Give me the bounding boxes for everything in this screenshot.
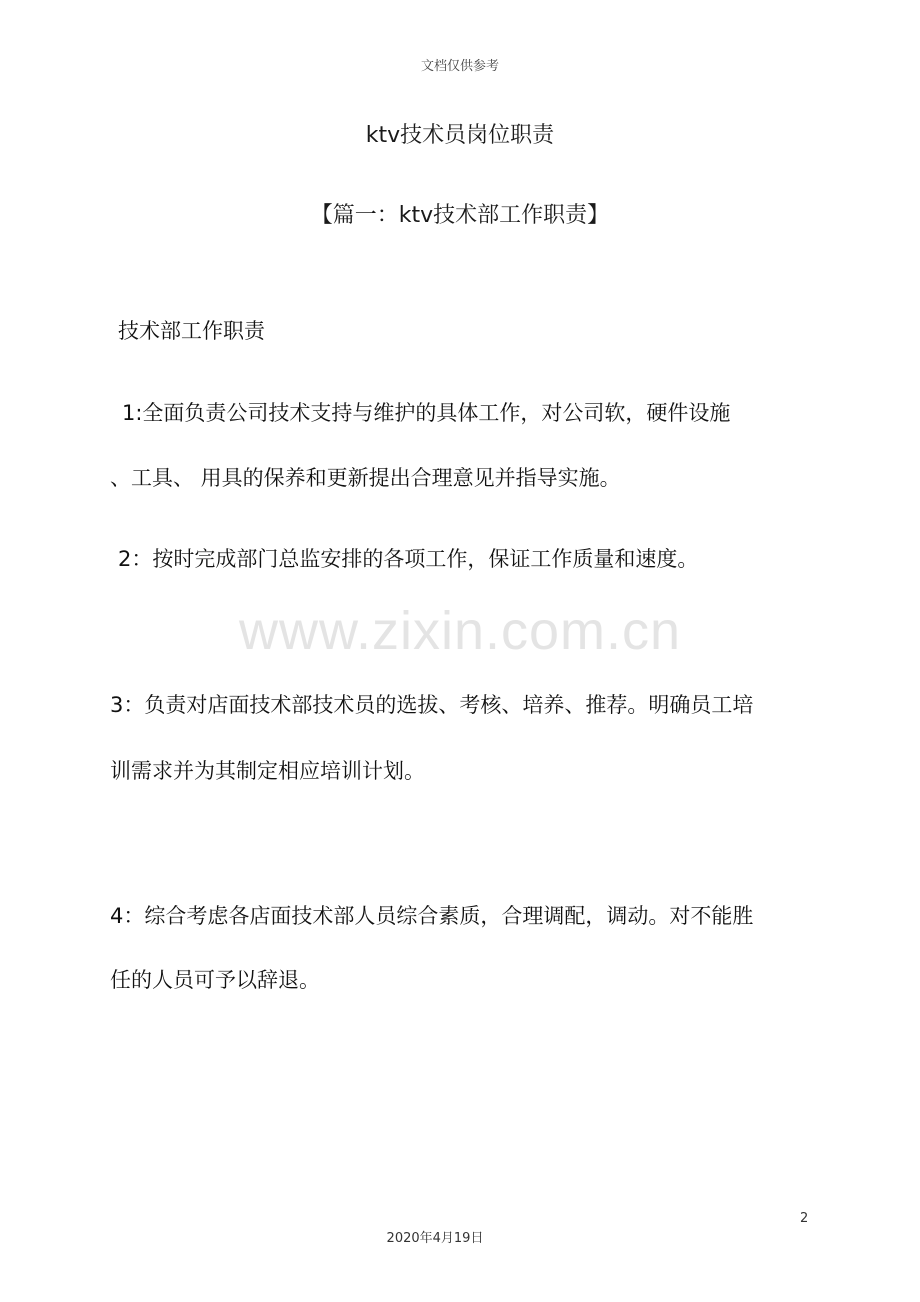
item-3-line-1: 3：负责对店面技术部技术员的选拔、考核、培养、推荐。明确员工培 bbox=[110, 693, 754, 717]
header-note: 文档仅供参考 bbox=[420, 59, 499, 74]
item-4-line-2: 任的人员可予以辞退。 bbox=[110, 968, 320, 992]
item-1-line-1: 1:全面负责公司技术支持与维护的具体工作，对公司软，硬件设施 bbox=[122, 401, 731, 425]
document-title: ktv技术员岗位职责 bbox=[365, 123, 555, 148]
section-heading: 技术部工作职责 bbox=[118, 319, 265, 343]
section-title: 【篇一：ktv技术部工作职责】 bbox=[310, 203, 610, 228]
item-4-line-1: 4：综合考虑各店面技术部人员综合素质，合理调配，调动。对不能胜 bbox=[110, 904, 754, 928]
item-1-line-2: 、工具、 用具的保养和更新提出合理意见并指导实施。 bbox=[110, 466, 621, 490]
watermark: www.zixin.com.cn bbox=[238, 601, 682, 661]
footer-date: 2020年4月19日 bbox=[386, 1231, 484, 1246]
item-2-line-1: 2：按时完成部门总监安排的各项工作，保证工作质量和速度。 bbox=[118, 547, 699, 571]
item-3-line-2: 训需求并为其制定相应培训计划。 bbox=[110, 759, 425, 783]
page-number: 2 bbox=[800, 1211, 809, 1226]
